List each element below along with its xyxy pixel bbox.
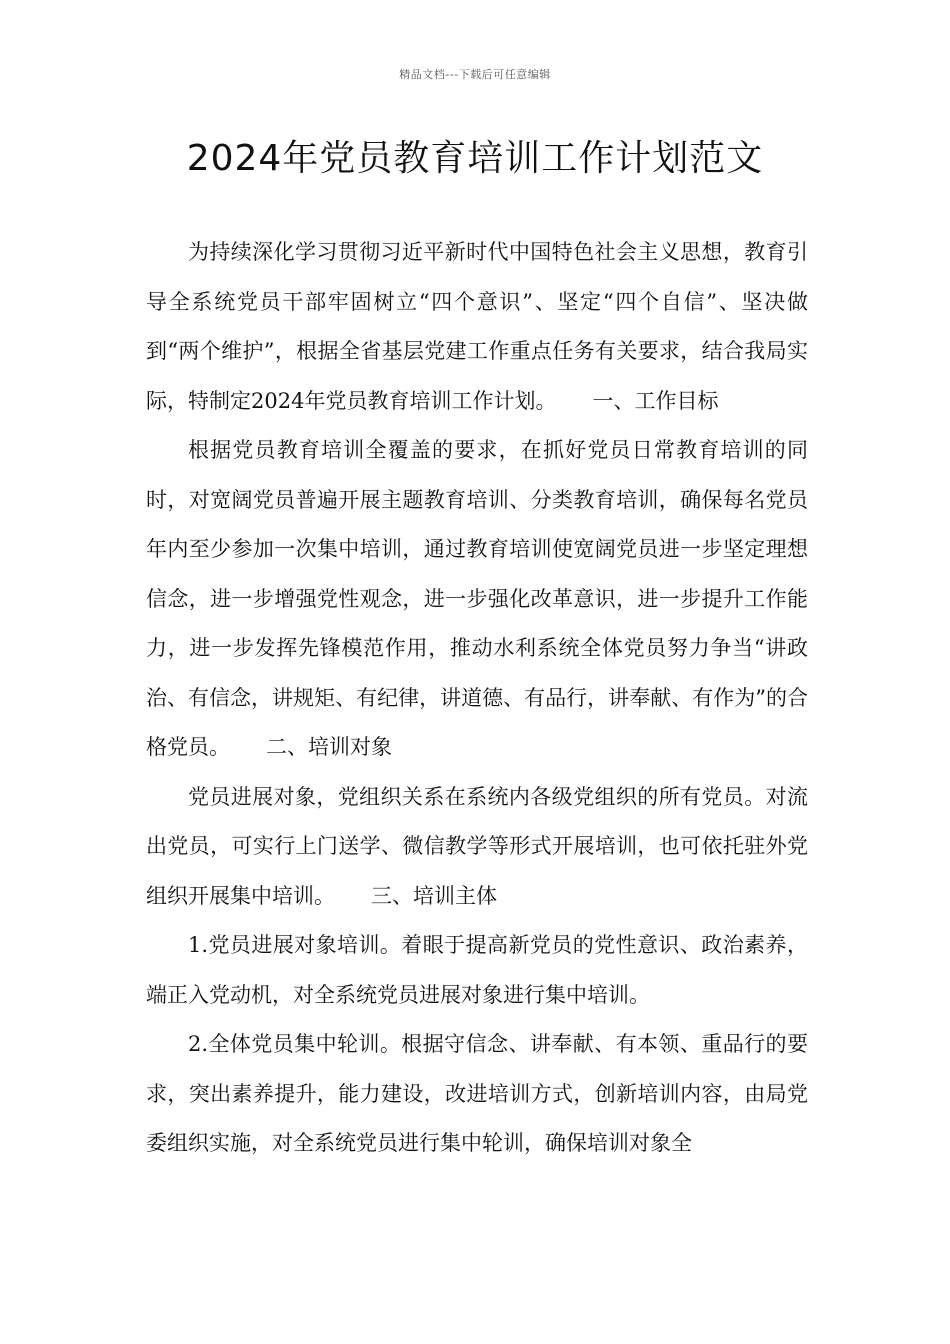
section-heading-subjects: 三、培训主体 — [371, 883, 497, 908]
document-body — [146, 228, 808, 1169]
section-heading-targets: 二、培训对象 — [266, 735, 392, 759]
paragraph-targets — [146, 773, 808, 922]
paragraph-intro — [146, 228, 808, 426]
paragraph-text: 根据党员教育培训全覆盖的要求，在抓好党员日常教育培训的同时，对宽阔党员普遍开展主题教育培训、分类教育培训，确保每名党员年内至少参加一次集中培训，通过教育培训使宽阔党员进一步坚定理想信念，进一步增强党性观念，进一步强化改革意识，进一步提升工作能力，进一步发挥先锋模范作用，推动水利系统全体党员努力争当“讲政治、有信念，讲规矩、有纪律，讲道德、有品行，讲奉献、有作为”的合格党员。 — [146, 438, 808, 759]
paragraph-text: 党员进展对象，党组织关系在系统内各级党组织的所有党员。对流出党员，可实行上门送学、微信教学等形式开展培训，也可依托驻外党组织开展集中培训。 — [146, 784, 808, 908]
paragraph-text: 2.全体党员集中轮训。根据守信念、讲奉献、有本领、重品行的要求，突出素养提升，能力建设，改进培训方式，创新培训内容，由局党委组织实施，对全系统党员进行集中轮训，确保培训对象全 — [146, 1032, 808, 1155]
header-note: 精品文档---下载后可任意编辑 — [399, 68, 551, 81]
paragraph-text: 为持续深化学习贯彻习近平新时代中国特色社会主义思想，教育引导全系统党员干部牢固树立“四个意识”、坚定“四个自信”、坚决做到“两个维护”，根据全省基层党建工作重点任务有关要求，结合我局实际，特制定2024年党员教育培训工作计划。 — [146, 240, 808, 413]
paragraph-goals — [146, 426, 808, 773]
paragraph-item-2 — [146, 1020, 808, 1169]
document-title: 2024年党员教育培训工作计划范文 — [186, 138, 764, 179]
paragraph-text: 1.党员进展对象培训。着眼于提高新党员的党性意识、政治素养，端正入党动机，对全系统党员进展对象进行集中培训。 — [146, 933, 808, 1007]
section-heading-goals: 一、工作目标 — [592, 388, 719, 413]
paragraph-item-1 — [146, 921, 808, 1020]
